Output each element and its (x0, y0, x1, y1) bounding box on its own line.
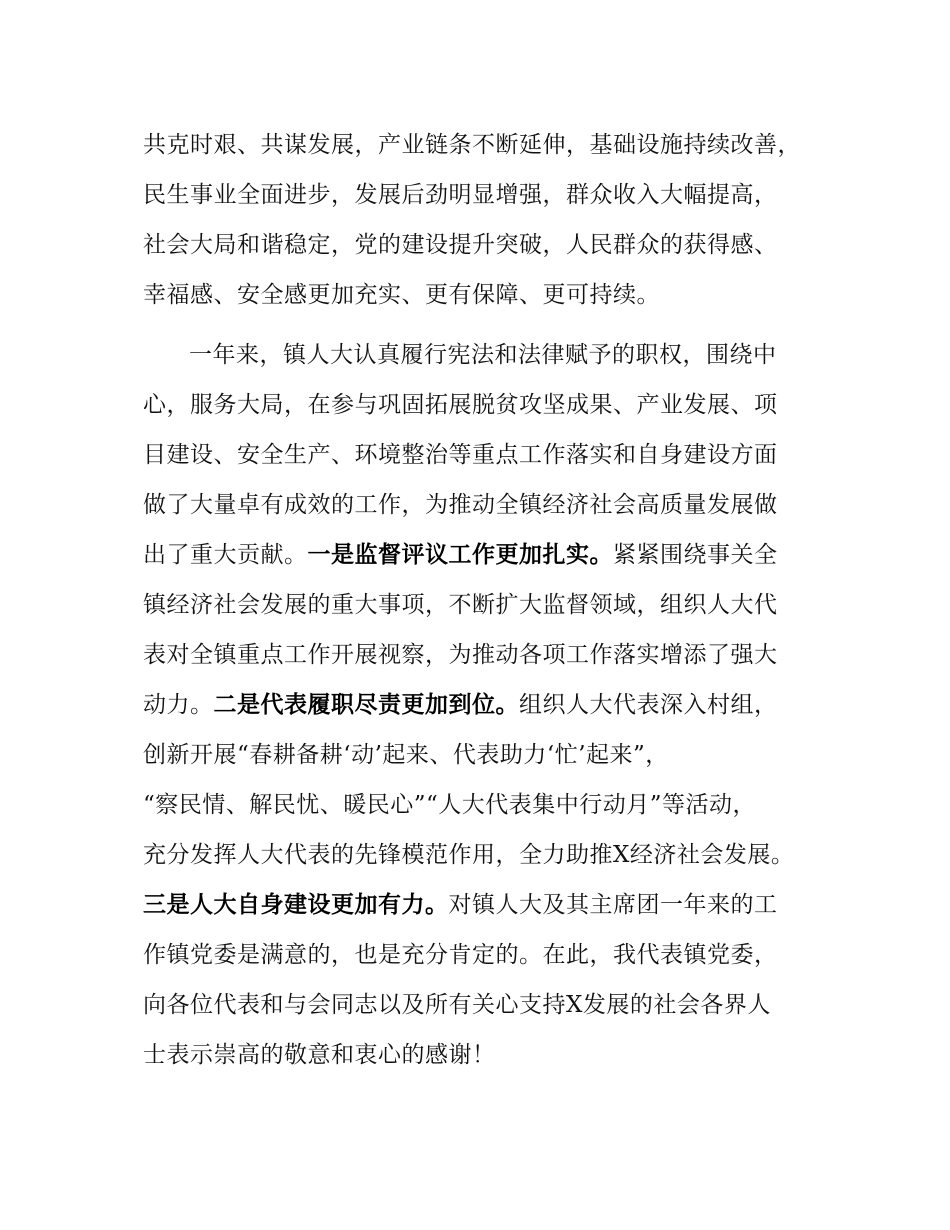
text-line: 作镇党委是满意的，也是充分肯定的。在此，我代表镇党委， (143, 942, 778, 968)
text-line: 幸福感、安全感更加充实、更有保障、更可持续。 (143, 282, 660, 308)
text-line: 民生事业全面进步，发展后劲明显增强，群众收入大幅提高， (143, 182, 778, 208)
text-line (143, 680, 843, 730)
text-line: 心，服务大局，在参与巩固拓展脱贫攻坚成果、产业发展、项 (143, 392, 778, 418)
text-line: 一年来，镇人大认真履行宪法和法律赋予的职权，围绕中 (189, 342, 777, 368)
text-line: 创新开展“春耕备耕‘动’起来、代表助力‘忙’起来”， (143, 742, 669, 768)
text-line: 表对全镇重点工作开展视察，为推动各项工作落实增添了强大 (143, 642, 778, 668)
text-line (143, 530, 843, 580)
text-segment: 动力。 (143, 692, 214, 718)
text-segment: 紧紧围绕事关全 (613, 542, 778, 568)
text-segment: 出了重大贡献。 (143, 542, 308, 568)
text-line: 向各位代表和与会同志以及所有关心支持X发展的社会各界人 (143, 992, 771, 1018)
paragraph-2 (143, 330, 843, 1080)
heading-representatives: 二是代表履职尽责更加到位。 (213, 692, 519, 718)
text-segment: 组织人大代表深入村组， (519, 692, 778, 718)
heading-supervision: 一是监督评议工作更加扎实。 (307, 542, 613, 568)
heading-self-construction: 三是人大自身建设更加有力。 (143, 892, 449, 918)
text-line: 共克时艰、共谋发展，产业链条不断延伸，基础设施持续改善， (143, 132, 801, 158)
text-segment: 对镇人大及其主席团一年来的工 (448, 892, 778, 918)
text-line: 镇经济社会发展的重大事项，不断扩大监督领域，组织人大代 (143, 592, 778, 618)
text-line: 做了大量卓有成效的工作，为推动全镇经济社会高质量发展做 (143, 492, 778, 518)
text-line: 士表示崇高的敬意和衷心的感谢！ (143, 1042, 496, 1068)
text-line: 目建设、安全生产、环境整治等重点工作落实和自身建设方面 (143, 442, 778, 468)
text-line (143, 880, 843, 930)
text-line: 充分发挥人大代表的先锋模范作用，全力助推X经济社会发展。 (143, 842, 795, 868)
text-line: 社会大局和谐稳定，党的建设提升突破，人民群众的获得感、 (143, 232, 778, 258)
paragraph-1 (143, 120, 843, 320)
text-line: “察民情、解民忧、暖民心”“人大代表集中行动月”等活动， (143, 792, 757, 818)
